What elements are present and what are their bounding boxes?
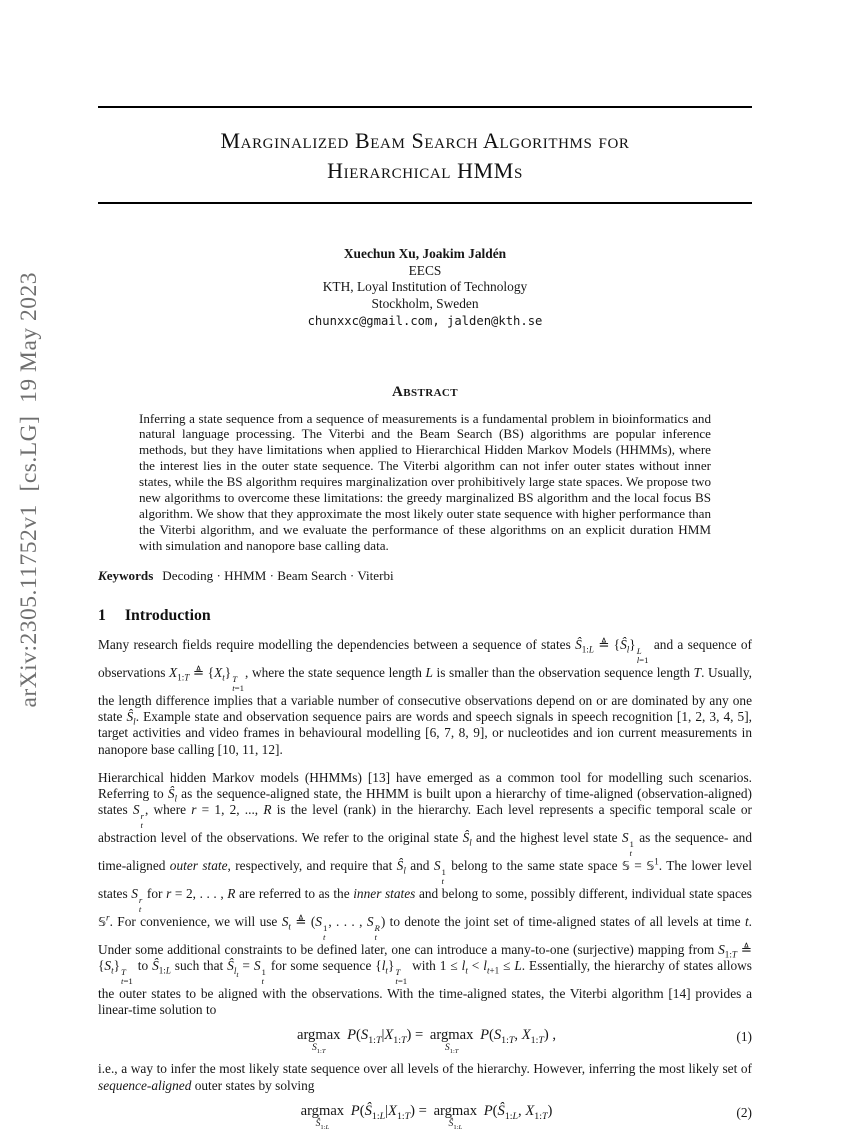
author-city: Stockholm, Sweden [371,295,479,311]
title-line-1: Marginalized Beam Search Algorithms for [220,128,630,153]
intro-paragraph-1: Many research fields require modelling the dependencies between a sequence of states $Ŝ_{1:L}$ ≜ $\{Ŝ_l\}$ L l=1 and a sequence of observations $X_{1:T}$ ≜ $\{X_t\}$ T t=1 , where the state sequence length L is smaller than the observation sequence length T. Usually, the length difference implies that a variable number of consecutive observations depend on or are dominated by any one state $Ŝ_l$. Example state and observation sequence pairs are words and speech signals in speech recognition [1, 2, 3, 4, 5], target activities and video frames in behavioural modelling [6, 7, 8, 9], or nucleotides and ion current measurements in nanopore base calling [10, 11, 12]. [98,637,752,757]
author-department: EECS [408,262,442,278]
keywords-text: Decoding · HHMM · Beam Search · Viterbi [162,568,394,584]
title-rule-top [98,106,752,108]
keywords-label: Keywords [98,568,154,584]
author-block [98,246,752,330]
title-rule-bottom [98,202,752,204]
arxiv-watermark: arXiv:2305.11752v1 [cs.LG] 19 May 2023 [16,272,42,708]
section-title: Introduction [124,607,211,625]
section-number: 1 [98,607,106,625]
title-line-2: Hierarchical HMMs [327,158,523,183]
author-institution: KTH, Loyal Institution of Technology [322,279,528,294]
keywords-line [98,568,752,584]
equation-1 [98,1024,752,1054]
equation-1-number: (1) [736,1029,752,1045]
paper-content [98,0,752,1132]
equation-2-number: (2) [736,1104,752,1120]
section-1-heading [98,607,752,625]
equation-2 [98,1100,752,1130]
abstract-heading: Abstract [392,383,458,400]
intro-paragraph-2: Hierarchical hidden Markov models (HHMMs) [13] have emerged as a common tool for modelling such scenarios. Referring to $Ŝ_l$ as the sequence-aligned state, the HHMM is built upon a hierarchy of time-aligned (observation-aligned) states S r t , where r = 1, 2, ..., R is the level (rank) in the hierarchy. Each level represents a specific temporal scale or abstraction level of the observations. We refer to the original state $Ŝ_l$ and the highest level state S 1 t as the sequence- and time-aligned outer state, respectively, and require that $Ŝ_l$ and S 1 t belong to the same state space 𝕊 = 𝕊$^1$. The lower level states S r t for r = 2, . . . , R are referred to as the inner states and belong to some, possibly different, individual state spaces 𝕊$^r$. For convenience, we will use $S_t$ ≜ (S 1 t , . . . , S R t ) to denote the joint set of time-aligned states of all levels at time t. Under some additional constraints to be defined later, one can introduce a many-to-one (surjective) mapping from $S_{1:T}$ ≜ $\{S_t\}$ T t=1 to $Ŝ_{1:L}$ such that $Ŝ_{l_t} = S$ 1 t for some sequence $\{l_t\}$ T t=1 with $1 \le l_t < l_{t+1} \le L$. Essentially, the hierarchy of states allows the outer states to be aligned with the observations. With the time-aligned states, the Viterbi algorithm [14] provides a linear-time solution to [98,769,753,1017]
intro-paragraph-3: i.e., a way to infer the most likely state sequence over all levels of the hierarchy. However, inferring the most likely set of sequence-aligned outer states by solving [98,1061,752,1093]
author-emails: chunxxc@gmail.com, jalden@kth.se [307,314,543,328]
abstract-text: Inferring a state sequence from a sequence of measurements is a fundamental problem in bioinformatics and natural language processing. The Viterbi and the Beam Search (BS) algorithms are popular inference methods, but they have limitations when applied to Hierarchical Hidden Markov Models (HHMMs), where the interest lies in the outer state sequence. The Viterbi algorithm can not infer outer states without inner states, while the BS algorithm requires marginalization over prohibitively large state spaces. We propose two new algorithms to overcome these limitations: the greedy marginalized BS algorithm and the local focus BS algorithm. We show that they approximate the most likely outer state sequence with higher performance than the Viterbi algorithm, and we evaluate the performance of these algorithms on an explicit duration HMM with simulation and nanopore base calling data. [139,410,711,554]
author-names: Xuechun Xu, Joakim Jaldén [343,246,507,261]
equation-1-body: argmax $S_{1:T}$ $P(S_{1:T}|X_{1:T})$ = argmax $S_{1:T}$ $P(S_{1:T}$, $X_{1:T}$) , [296,1027,557,1056]
paper-title [98,126,752,186]
equation-2-body: argmax $Ŝ_{1:L}$ $P(Ŝ_{1:L}|X_{1:T})$ = argmax $Ŝ_{1:L}$ $P(Ŝ_{1:L}$, $X_{1:T}$) [300,1102,553,1131]
